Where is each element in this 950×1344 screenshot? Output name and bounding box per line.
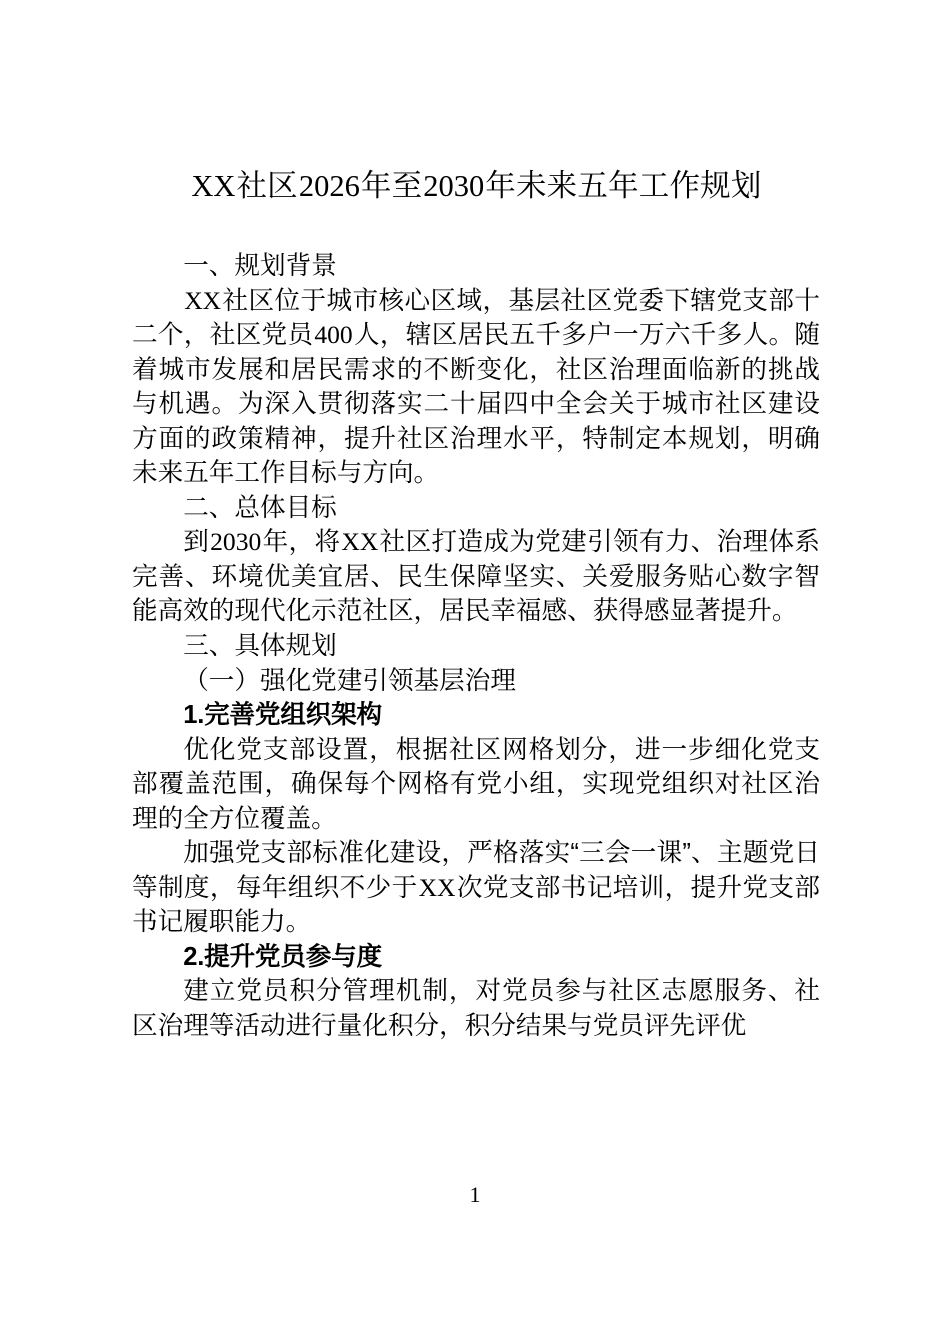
run-cjk: 社区打造成为党建引领有力、治理体系完善、环境优美宜居、民生保障坚实、关爱服务贴心数字智能高效的现代化示范社区，居民幸福感、获得感显著提升。	[132, 528, 820, 626]
document-content	[132, 0, 820, 1044]
subsection-heading-1: （一）强化党建引领基层治理	[183, 666, 516, 695]
item-heading-1: 1.完善党组织架构	[183, 701, 382, 730]
section-heading-1: 一、规划背景	[183, 252, 337, 280]
title-prefix: XX	[191, 169, 236, 203]
paragraph-item-1-1	[132, 733, 820, 837]
paragraph-item-2-1	[132, 974, 820, 1043]
document-body	[132, 249, 820, 1044]
title-year-end: 2030	[423, 169, 485, 203]
run-cjk: 年，将	[262, 528, 341, 557]
paragraph-item-1-2	[132, 836, 820, 940]
run-latin: 400	[314, 320, 353, 350]
item-heading-2: 2.提升党员参与度	[183, 942, 382, 971]
run-latin: XX	[184, 285, 222, 315]
run-cjk: 优化党支部设置，根据社区网格划分，进一步细化党支部覆盖范围，确保每个网格有党小组，实现党组织对社区治理的全方位覆盖。	[132, 735, 820, 833]
title-segment-1: 社区	[236, 169, 298, 203]
paragraph-overall-goal	[132, 525, 820, 629]
section-heading-2: 二、总体目标	[183, 493, 337, 522]
run-latin: XX	[341, 527, 379, 557]
title-segment-3: 年未来五年工作规	[485, 169, 731, 203]
title-segment-2: 年至	[360, 169, 423, 203]
run-cjk: 社区位于城市核心区域，基层社区党委下辖党支部十二个，社区党员	[132, 286, 820, 350]
title-year-start: 2026	[298, 169, 360, 203]
title-segment-4: 划	[730, 169, 762, 203]
section-heading-3: 三、具体规划	[183, 632, 337, 661]
page-title	[132, 0, 820, 210]
paragraph-background	[132, 284, 820, 491]
run-latin: XX	[418, 872, 456, 902]
run-latin: 2030	[210, 527, 262, 557]
run-cjk: 加强党支部标准化建设，严格落实“三会一课”、主题党日等制度，每年组织不少于	[132, 839, 820, 902]
run-cjk: 建立党员积分管理机制，对党员参与社区志愿服务、社区治理等活动进行量化积分，积分结果与党员评先评优	[132, 977, 820, 1041]
page-number: 1	[469, 1182, 481, 1207]
run-cjk: 人，辖区居民五千多户一万六千多人。随着城市发展和居民需求的不断变化，社区治理面临新的挑战与机遇。为深入贯彻落实二十届四中全会关于城市社区建设方面的政策精神，提升社区治理水平，特制定本规划，明确未来五年工作目标与方向。	[132, 321, 820, 488]
run-cjk: 次党支部书记培训，提升党支部书记履职能力。	[132, 873, 820, 937]
run-cjk: 到	[183, 528, 210, 557]
